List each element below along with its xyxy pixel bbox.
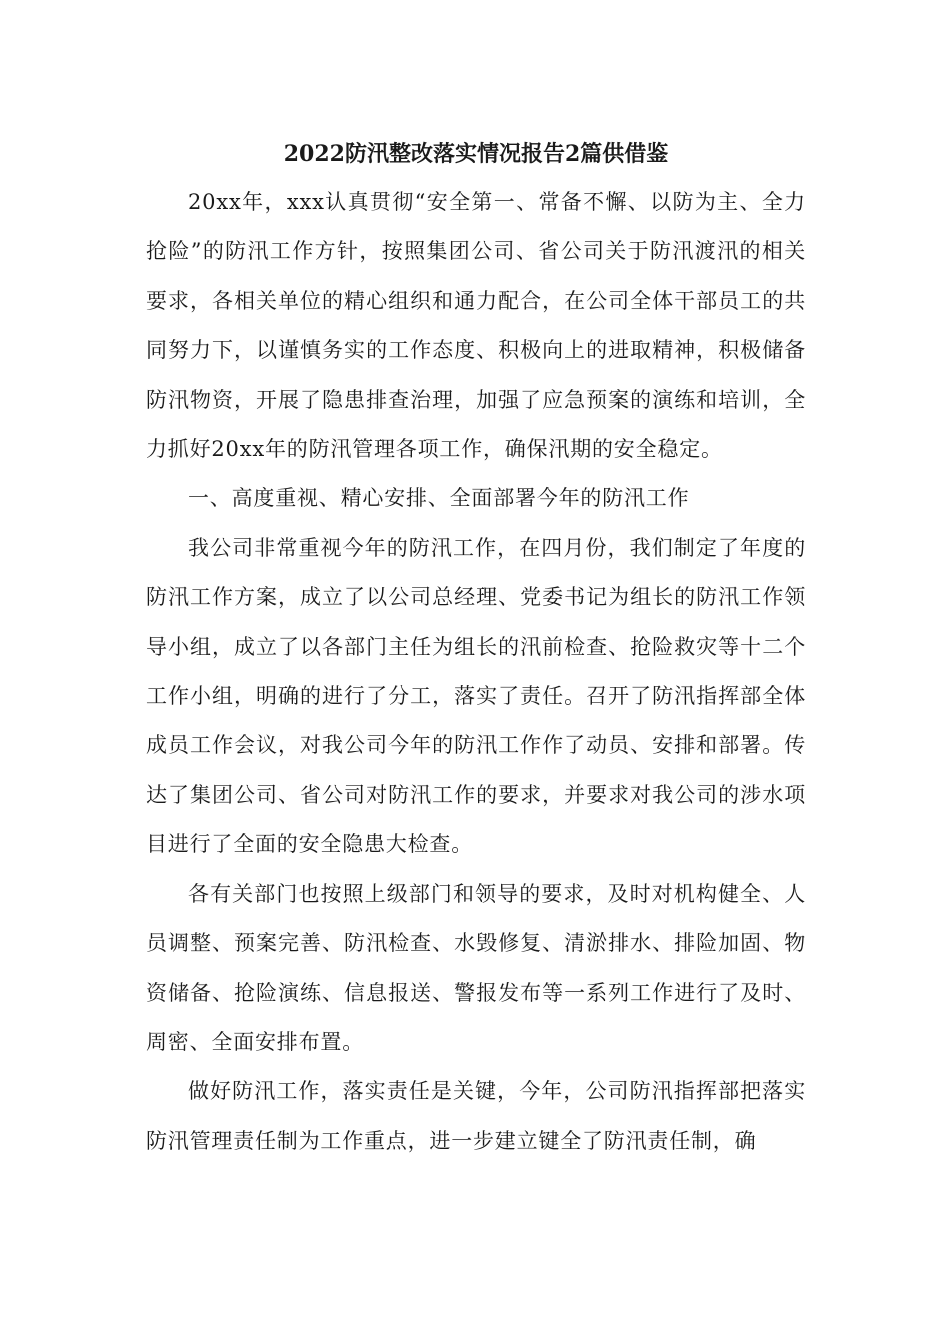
section-heading-1: 一、高度重视、精心安排、全面部署今年的防汛工作	[188, 486, 690, 511]
paragraph-section-1-b: 各有关部门也按照上级部门和领导的要求，及时对机构健全、人员调整、预案完善、防汛检查、水毁修复、清淤排水、排险加固、物资储备、抢险演练、信息报送、警报发布等一系列工作进行了及时、周密、全面安排布置。	[146, 881, 806, 1054]
paragraph-section-1-c: 做好防汛工作，落实责任是关键，今年，公司防汛指挥部把落实防汛管理责任制为工作重点，进一步建立键全了防汛责任制，确	[146, 1079, 806, 1153]
paragraph-intro: 20xx年，xxx认真贯彻“安全第一、常备不懈、以防为主、全力抢险”的防汛工作方针，按照集团公司、省公司关于防汛渡汛的相关要求，各相关单位的精心组织和通力配合，在公司全体干部员工的共同努力下，以谨慎务实的工作态度、积极向上的进取精神，积极储备防汛物资，开展了隐患排查治理，加强了应急预案的演练和培训，全力抓好20xx年的防汛管理各项工作，确保汛期的安全稳定。	[146, 190, 806, 462]
paragraph-section-1-a: 我公司非常重视今年的防汛工作，在四月份，我们制定了年度的防汛工作方案，成立了以公司总经理、党委书记为组长的防汛工作领导小组，成立了以各部门主任为组长的汛前检查、抢险救灾等十二个工作小组，明确的进行了分工，落实了责任。召开了防汛指挥部全体成员工作会议，对我公司今年的防汛工作作了动员、安排和部署。传达了集团公司、省公司对防汛工作的要求，并要求对我公司的涉水项目进行了全面的安全隐患大检查。	[146, 535, 806, 857]
document-body	[146, 132, 806, 1166]
document-title: 2022防汛整改落实情况报告2篇供借鉴	[283, 141, 669, 167]
